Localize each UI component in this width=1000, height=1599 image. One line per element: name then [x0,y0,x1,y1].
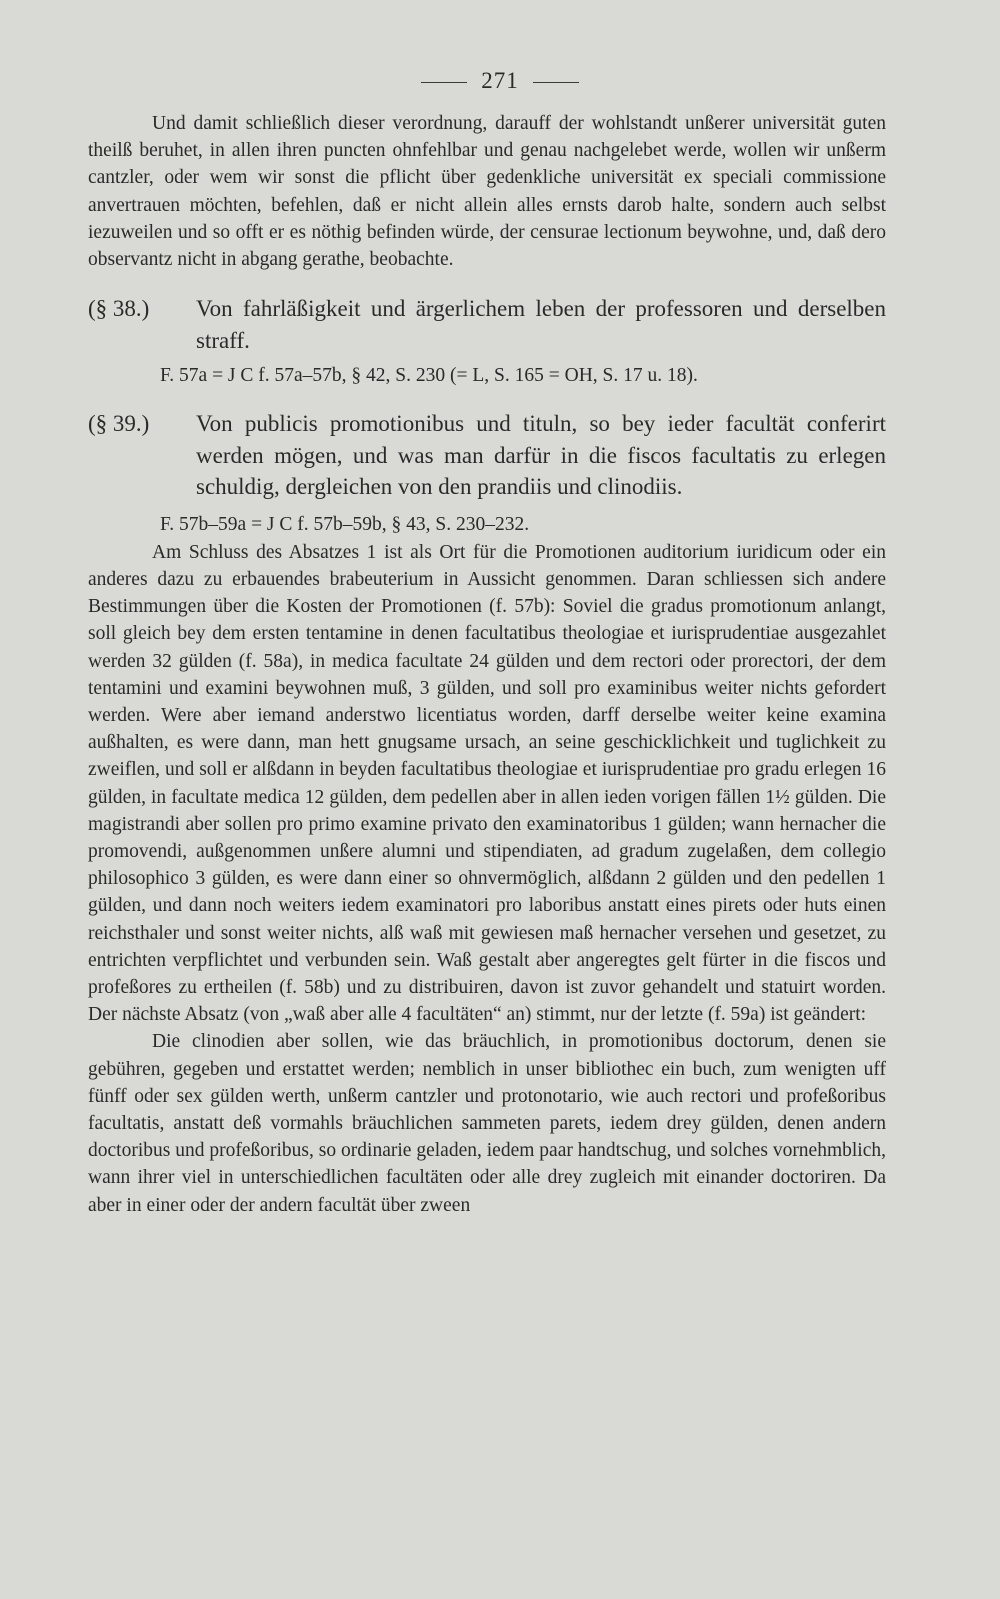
section-39-heading [88,408,886,503]
intro-paragraph: Und damit schließlich dieser verordnung, darauff der wohlstandt unßerer universität guten theilß beruhet, in allen ihren puncten ohnfehlbar und genau nachgelebet werde, wollen wir unßerm cantzler, oder wem wir sonst die pflicht über gedenkliche universität ex speciali commissione anvertrauen möchten, befehlen, daß er nicht allein alles ernsts darob halte, sondern auch selbst iezuweilen und so offt er es nöthig befinden würde, der censurae lectionum beywohne, und, daß dero observantz nicht in abgang gerathe, beobachte. [88,113,886,271]
section-38-number: (§ 38.) [88,296,150,322]
page-number-header [0,68,1000,94]
section-38-reference: F. 57a = J C f. 57a–57b, § 42, S. 230 (= L, S. 165 = OH, S. 17 u. 18). [160,365,698,387]
body-paragraph-2: Die clinodien aber sollen, wie das bräuchlich, in promotionibus doctorum, denen sie gebühren, gegeben und erstattet werden; nemblich in unser bibliothec ein buch, zum wenigten uff fünff oder sex gülden werth, unßerm cantzler und protonotario, wie auch rectori und profeßoribus facultatis, anstatt deß vormahls bräuchlichen sammeten parets, iedem drey gülden, denen andern doctoribus und profeßoribus, so ordinarie geladen, iedem paar handtschug, und solches vornehmblich, wann ihrer viel in unterschiedlichen facultäten oder alle drey zugleich mit einander doctoriren. Da aber in einer oder der andern facultät über zween [88,1031,886,1216]
section-39-title: Von publicis promotionibus und tituln, so bey ieder facultät conferirt werden mögen, und was man darfür in die fiscos facultatis zu erlegen schuldig, dergleichen von den prandiis und clinodiis. [196,411,886,500]
section-38-title: Von fahrläßigkeit und ärgerlichem leben der professoren und derselben straff. [196,296,886,353]
header-dash-left [421,82,467,83]
section-39-number: (§ 39.) [88,411,150,437]
page-content [88,110,886,1219]
body-paragraph-1: Am Schluss des Absatzes 1 ist als Ort für die Promotionen auditorium iuridicum oder ein anderes dazu zu erbauendes brabeuterium in Aussicht genommen. Daran schliessen sich andere Bestimmungen über die Kosten der Promotionen (f. 57b): Soviel die gradus promotionum anlangt, soll gleich bey dem ersten tentamine in denen facultatibus theologiae et iurisprudentiae ausgezahlet werden 32 gülden (f. 58a), in medica facultate 24 gülden und dem rectori oder prorectori, der dem tentamini und examini beywohnen muß, 3 gülden, und soll pro examinibus weiter nichts gefordert werden. Were aber iemand anderstwo licentiatus worden, darff derselbe weiter keine examina außhalten, es were dann, man hett gnugsame ursach, an seine geschicklichkeit und tuglichkeit zu zweiflen, und soll er alßdann in beyden facultatibus theologiae et iurisprudentiae pro gradu erlegen 16 gülden, in facultate medica 12 gülden, dem pedellen aber in allen ieden vorigen fällen 1½ gülden. Die magistrandi aber sollen pro primo examine privato den examinatoribus 1 gülden; wann hernacher die promovendi, außgenommen unßere alumni und stipendiaten, ad gradum zugelaßen, dem collegio philosophico 3 gülden, es were dann einer so ohnvermöglich, alßdann 2 gülden und den pedellen 1 gülden, und dann noch weiters iedem examinatori pro laboribus anstatt eines pirets oder huts einen reichsthaler und sonst weiter nichts, alß waß mit gewiesen maß hernacher versehen und gesetzet, zu entrichten verpflichtet und verbunden sein. Waß gestalt aber angeregtes gelt fürter in die fiscos und profeßores zu ertheilen (f. 58b) und zu distribuiren, davon ist zuvor gehandelt und statuirt worden. Der nächste Absatz (von „waß aber alle 4 facultäten“ an) stimmt, nur der letzte (f. 59a) ist geändert: [88,541,886,1026]
page-number: 271 [481,68,519,93]
header-dash-right [533,82,579,83]
section-38-heading [88,293,886,356]
section-39-reference: F. 57b–59a = J C f. 57b–59b, § 43, S. 230–232. [160,513,530,535]
